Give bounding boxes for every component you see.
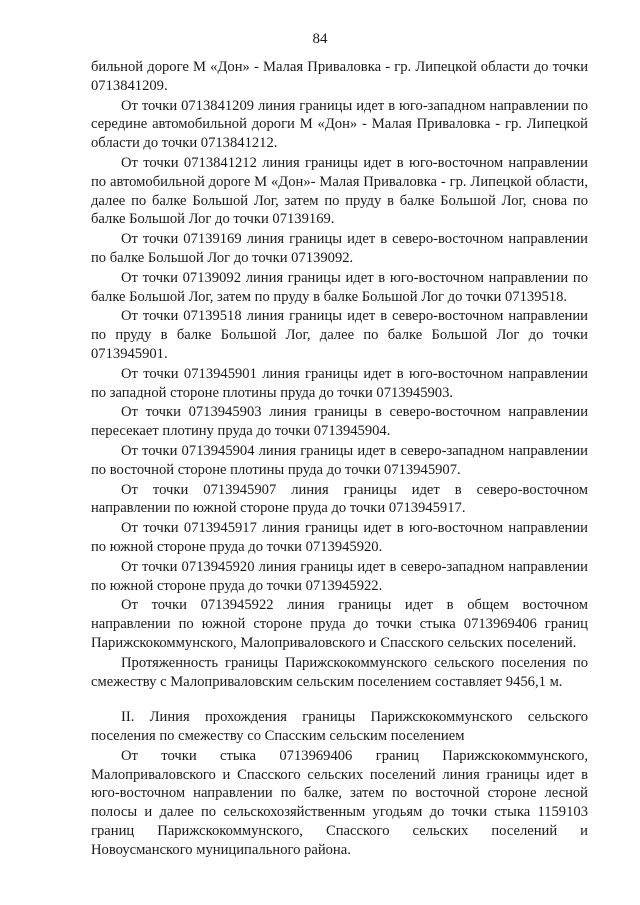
paragraph: От точки 0713945917 линия границы идет в юго-восточном направлении по южной стороне пруда до точки 0713945920. bbox=[91, 520, 588, 555]
paragraph: От точки 0713945903 линия границы в северо-восточном направлении пересекает плотину пруда до точки 0713945904. bbox=[91, 404, 588, 440]
paragraph: От точки 0713945907 линия границы идет в северо-восточном направлении по южной стороне пруда до точки 0713945917. bbox=[91, 481, 588, 517]
paragraph-continuation: бильной дороге М «Дон» - Малая Приваловка - гр. Липецкой области до точки 0713841209. bbox=[91, 59, 588, 94]
paragraph: От точки стыка 0713969406 границ Парижскокоммунского, Малоприваловского и Спасского сельских поселений линия границы идет в юго-восточном направлении по балке, затем по восточной стороне лесной полосы и далее по сельскохозяйственным угодьям до точки стыка 1159103 границ Парижскокоммунского, Спасского сельских поселений и Новоусманского муниципального района. bbox=[91, 747, 588, 858]
page-number: 84 bbox=[312, 31, 328, 47]
paragraph: От точки 07139518 линия границы идет в северо-восточном направлении по пруду в балке Большой Лог, далее по балке Большой Лог до точки 0713945901. bbox=[91, 308, 588, 362]
paragraph: От точки 0713841212 линия границы идет в юго-восточном направлении по автомобильной дороге М «Дон»- Малая Приваловка - гр. Липецкой области, далее по балке Большой Лог, затем по пруду в балке Большой Лог, снова по балке Большой Лог до точки 07139169. bbox=[91, 154, 588, 228]
document-body bbox=[91, 58, 588, 861]
paragraph: От точки 07139092 линия границы идет в юго-восточном направлении по балке Большой Лог, затем по пруду в балке Большой Лог до точки 07139518. bbox=[91, 269, 588, 305]
section-heading: II. Линия прохождения границы Парижскокоммунского сельского поселения по смежеству со Спасским сельским поселением bbox=[91, 709, 588, 745]
paragraph: От точки 0713945901 линия границы идет в юго-восточном направлении по западной стороне плотины пруда до точки 0713945903. bbox=[91, 365, 588, 401]
paragraph: От точки 07139169 линия границы идет в северо-восточном направлении по балке Большой Лог до точки 07139092. bbox=[91, 231, 588, 266]
paragraph: От точки 0713841209 линия границы идет в юго-западном направлении по середине автомобильной дороги М «Дон» - Малая Приваловка - гр. Липецкой области до точки 0713841212. bbox=[91, 97, 588, 152]
paragraph: От точки 0713945920 линия границы идет в северо-западном направлении по южной стороне пруда до точки 0713945922. bbox=[91, 558, 588, 594]
paragraph: От точки 0713945922 линия границы идет в общем восточном направлении по южной стороне пруда до точки стыка 0713969406 границ Парижскокоммунского, Малоприваловского и Спасского сельских поселений. bbox=[91, 597, 588, 651]
boundary-length-summary: Протяженность границы Парижскокоммунского сельского поселения по смежеству с Малоприваловским сельским поселением составляет 9456,1 м. bbox=[91, 654, 588, 690]
paragraph: От точки 0713945904 линия границы идет в северо-западном направлении по восточной стороне плотины пруда до точки 0713945907. bbox=[91, 442, 588, 478]
